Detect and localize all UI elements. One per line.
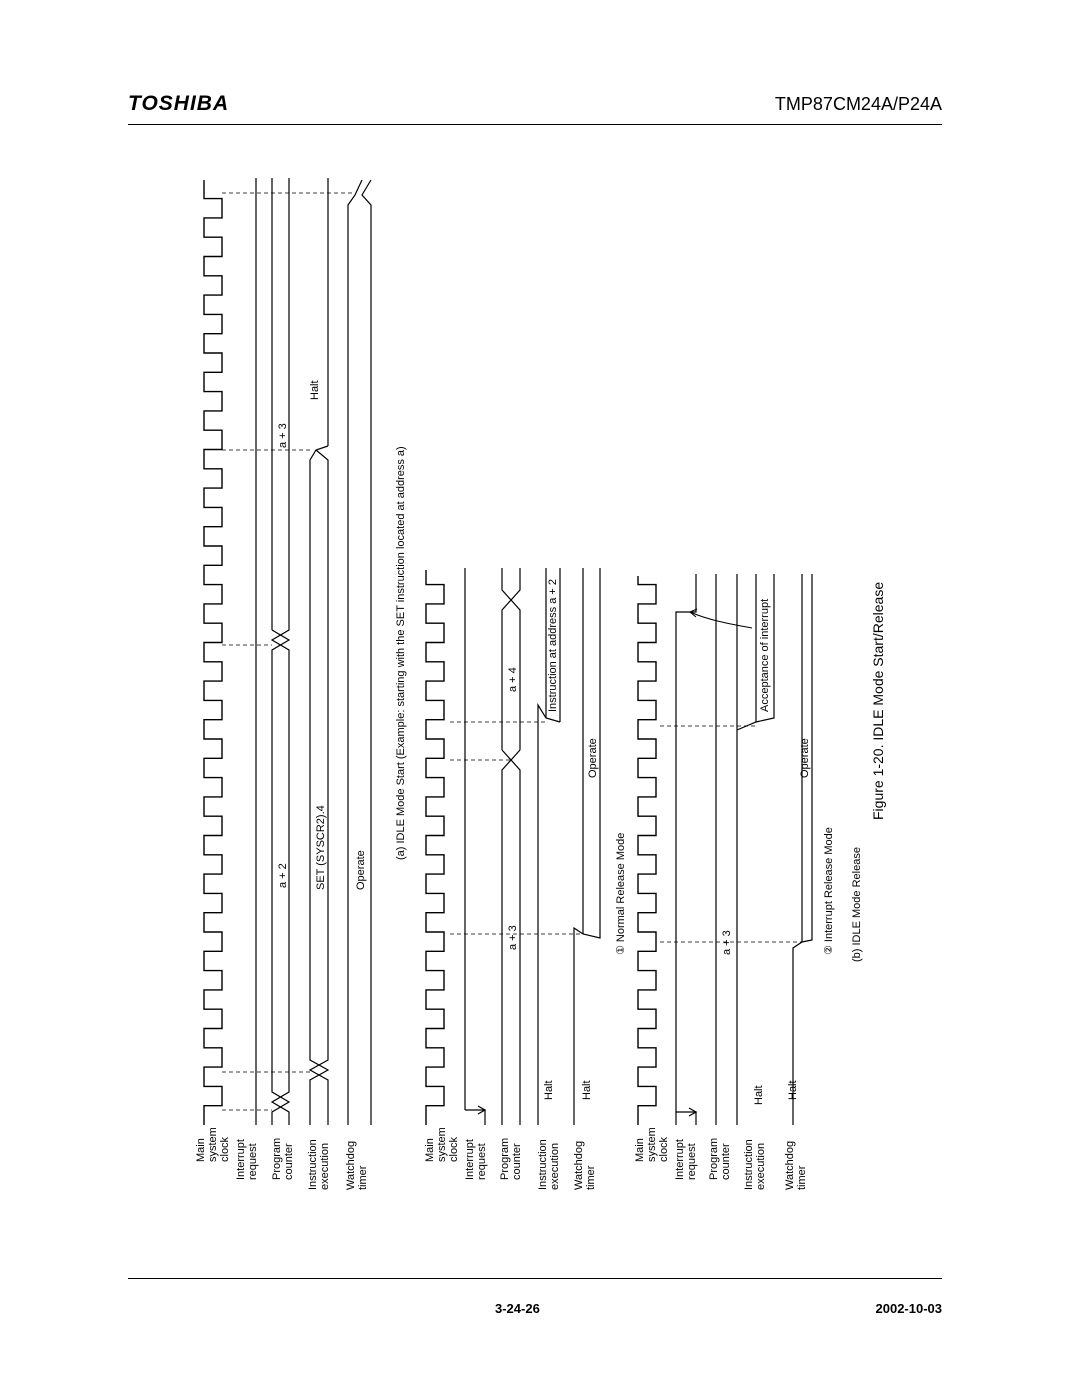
pc-a3-label: a + 3 [277,423,289,448]
footer-date: 2002-10-03 [875,1301,942,1316]
program-counter-bus-b1 [502,568,520,1125]
label-watchdog-timer: Watchdog timer [345,1140,369,1190]
clock-waveform-b2 [638,576,656,1125]
part-number: TMP87CM24A/P24A [774,94,942,114]
label-instruction-b2: Instruction execution [743,1139,767,1190]
label-interrupt-b1: Interrupt request [464,1139,488,1180]
pc-a4-label-b1: a + 4 [507,667,519,692]
diagram-b1 [424,568,627,1190]
label-main-clock-b2: Main system clock [634,1127,670,1162]
instr-next-label: Instruction at address a + 2 [547,579,559,712]
acceptance-label: Acceptance of interrupt [759,598,771,712]
label-main-clock: Main system clock [195,1127,231,1162]
diagram-b2 [634,574,835,1190]
page-number: 3-24-26 [495,1301,540,1316]
halt-wdt-b1: Halt [581,1080,593,1100]
guide-lines-b2 [660,726,802,942]
label-watchdog-b1: Watchdog timer [573,1140,597,1190]
program-counter-bus-a [272,178,289,1125]
pc-a2-label: a + 2 [277,863,289,888]
instruction-bus-a [310,178,328,1125]
halt-wdt-b2: Halt [787,1080,799,1100]
caption-b: (b) IDLE Mode Release [851,847,863,962]
interrupt-line-b2 [676,574,696,1112]
caption-a: (a) IDLE Mode Start (Example: starting with the SET instruction located at address a) [395,446,407,860]
watchdog-bus-b2 [793,574,812,1125]
figure-title: Figure 1-20. IDLE Mode Start/Release [870,581,886,820]
operate-label-a: Operate [355,850,367,890]
label-program-counter: Program counter [271,1137,295,1180]
operate-b1: Operate [587,738,599,778]
acceptance-arrow [690,612,752,628]
clock-waveform-a [204,180,222,1125]
label-program-b1: Program counter [499,1137,523,1180]
operate-b2: Operate [799,738,811,778]
toshiba-logo: TOSHIBA [128,92,230,115]
footer-rule [128,1278,942,1279]
pc-a3-label-b2: a + 3 [721,930,733,955]
label-watchdog-b2: Watchdog timer [784,1140,808,1190]
diagram-a [195,178,407,1190]
watchdog-bus-b1 [574,568,600,1125]
halt-instr-b2: Halt [753,1085,765,1105]
label-program-b2: Program counter [708,1137,732,1180]
pc-a3-label-b1: a + 3 [507,925,519,950]
halt-label-a: Halt [309,380,321,400]
watchdog-bus-a [348,180,371,1125]
label-interrupt-b2: Interrupt request [674,1139,698,1180]
set-instruction-label: SET (SYSCR2).4 [315,805,327,890]
label-instruction-b1: Instruction execution [537,1139,561,1190]
label-interrupt-request: Interrupt request [235,1139,259,1180]
clock-waveform-b1 [426,570,444,1125]
caption-b1: ① Normal Release Mode [615,832,627,955]
halt-instr-b1: Halt [543,1080,555,1100]
label-instruction-execution: Instruction execution [307,1139,331,1190]
caption-b2: ② Interrupt Release Mode [823,827,835,955]
label-main-clock-b1: Main system clock [424,1127,460,1162]
